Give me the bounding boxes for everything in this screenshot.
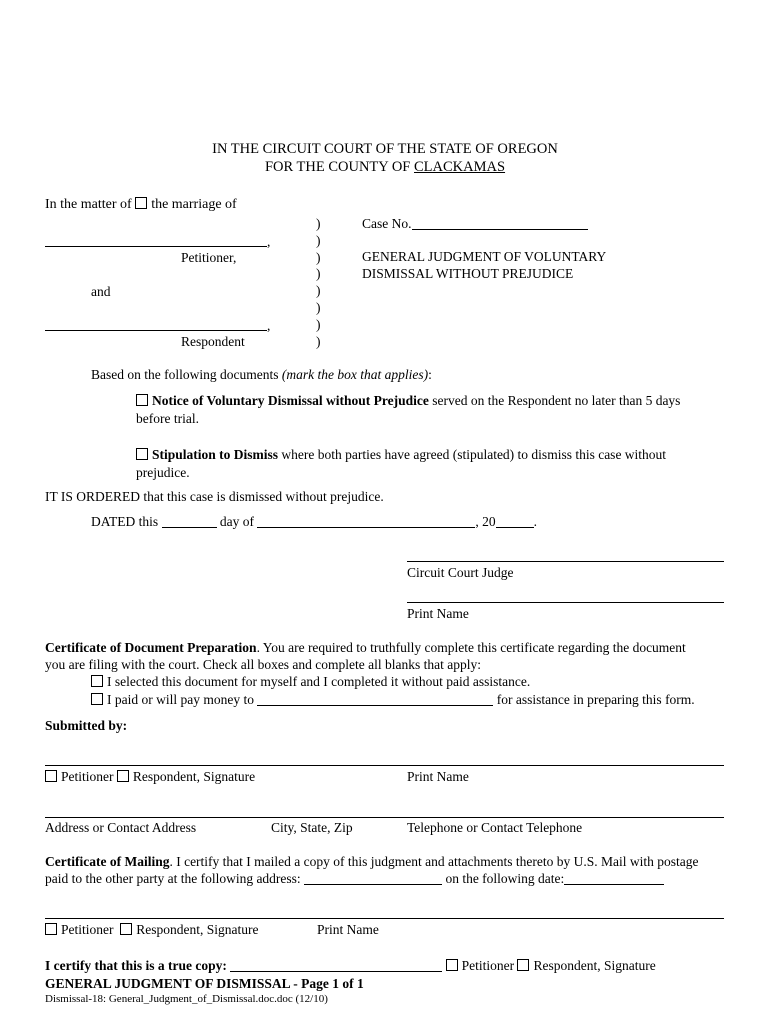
- submitter-address-line[interactable]: [45, 817, 724, 818]
- mailer-signature-line[interactable]: [45, 918, 724, 919]
- address-label: Address or Contact Address: [45, 820, 197, 835]
- dated-month-input[interactable]: [257, 515, 475, 528]
- cert-prep-text2: you are filing with the court. Check all boxes and complete all blanks that apply:: [45, 657, 482, 672]
- mailing-address-input[interactable]: [304, 872, 442, 885]
- mailer-petitioner-checkbox[interactable]: [45, 923, 57, 935]
- submitter-role: Petitioner Respondent, Signature: [45, 769, 255, 785]
- caption-paren: ): [316, 283, 321, 298]
- true-copy-respondent-checkbox[interactable]: [517, 959, 529, 971]
- marriage-checkbox[interactable]: [135, 197, 147, 209]
- submitted-by-heading: Submitted by:: [45, 718, 128, 733]
- cert-mail-text1: Certificate of Mailing. I certify that I mailed a copy of this judgment and attachments thereto by U.S. Mail with postage: [45, 854, 699, 869]
- city-label: City, State, Zip: [271, 820, 353, 835]
- document-title-line1: GENERAL JUDGMENT OF VOLUNTARY: [362, 249, 607, 264]
- caption-paren: ): [316, 300, 321, 315]
- caption-paren: ): [316, 250, 321, 265]
- cert-prep-heading: Certificate of Document Preparation: [45, 640, 257, 655]
- cert-prep-option2: I paid or will pay money to for assistance in preparing this form.: [91, 692, 695, 708]
- case-number-field: Case No.: [362, 216, 588, 232]
- notice-option: Notice of Voluntary Dismissal without Prejudice served on the Respondent no later than 5 days: [136, 393, 680, 409]
- dated-day-input[interactable]: [162, 515, 217, 528]
- case-number-input[interactable]: [412, 217, 588, 230]
- footer-document-title: GENERAL JUDGMENT OF DISMISSAL - Page 1 of 1: [45, 976, 364, 991]
- paid-assistance-checkbox[interactable]: [91, 693, 103, 705]
- court-heading: [0, 141, 770, 158]
- true-copy-line: I certify that this is a true copy: Petitioner Respondent, Signature: [45, 958, 656, 973]
- document-title-line2: DISMISSAL WITHOUT PREJUDICE: [362, 266, 574, 281]
- order-statement: IT IS ORDERED that this case is dismissed without prejudice.: [45, 489, 384, 504]
- cert-mail-text2: paid to the other party at the following address: on the following date:: [45, 871, 664, 887]
- footer-file-reference: Dismissal-18: General_Judgment_of_Dismissal.doc.doc (12/10): [45, 993, 328, 1005]
- paid-assistance-name-input[interactable]: [257, 693, 493, 706]
- respondent-name-line[interactable]: [45, 330, 267, 331]
- stipulation-checkbox[interactable]: [136, 448, 148, 460]
- caption-paren: ): [316, 266, 321, 281]
- mailer-print-name-label: Print Name: [317, 922, 379, 937]
- mailing-date-input[interactable]: [564, 872, 664, 885]
- judge-signature-line[interactable]: [407, 561, 724, 562]
- submitter-respondent-checkbox[interactable]: [117, 770, 129, 782]
- notice-checkbox[interactable]: [136, 394, 148, 406]
- and-label: and: [91, 284, 111, 299]
- telephone-label: Telephone or Contact Telephone: [407, 820, 583, 835]
- matter-line: In the matter of the marriage of: [45, 197, 237, 212]
- court-county-line: FOR THE COUNTY OF CLACKAMAS: [264, 159, 506, 175]
- caption-paren: ): [316, 334, 321, 349]
- self-prepared-checkbox[interactable]: [91, 675, 103, 687]
- true-copy-petitioner-checkbox[interactable]: [446, 959, 458, 971]
- judge-print-name-line[interactable]: [407, 602, 724, 603]
- dated-year-input[interactable]: [496, 515, 534, 528]
- dated-line: DATED this day of , 20 .: [91, 514, 537, 529]
- mailer-role: Petitioner Respondent, Signature: [45, 922, 258, 938]
- cert-mail-heading: Certificate of Mailing: [45, 854, 170, 869]
- caption-paren: ): [316, 317, 321, 332]
- true-copy-signature-input[interactable]: [230, 959, 442, 972]
- caption-paren: ): [316, 233, 321, 248]
- petitioner-label: Petitioner,: [181, 250, 237, 265]
- stipulation-option: Stipulation to Dismiss where both parties have agreed (stipulated) to dismiss this case without: [136, 447, 666, 463]
- caption-paren: ): [316, 216, 321, 231]
- based-on-line: Based on the following documents (mark the box that applies):: [91, 367, 432, 382]
- mailer-respondent-checkbox[interactable]: [120, 923, 132, 935]
- cert-prep-option1: I selected this document for myself and I completed it without paid assistance.: [91, 674, 530, 690]
- respondent-label: Respondent: [181, 334, 245, 349]
- petitioner-name-line[interactable]: [45, 246, 267, 247]
- stipulation-option-line2: prejudice.: [136, 465, 190, 480]
- cert-prep-text1: Certificate of Document Preparation. You are required to truthfully complete this certificate regarding the document: [45, 640, 686, 655]
- notice-option-line2: before trial.: [136, 411, 199, 426]
- judge-label: Circuit Court Judge: [407, 565, 514, 580]
- submitter-print-name-label: Print Name: [407, 769, 469, 784]
- county-name: CLACKAMAS: [414, 159, 506, 175]
- submitter-petitioner-checkbox[interactable]: [45, 770, 57, 782]
- submitter-signature-line[interactable]: [45, 765, 724, 766]
- court-heading-line1: IN THE CIRCUIT COURT OF THE STATE OF OREGON: [212, 141, 558, 157]
- judge-print-name-label: Print Name: [407, 606, 469, 621]
